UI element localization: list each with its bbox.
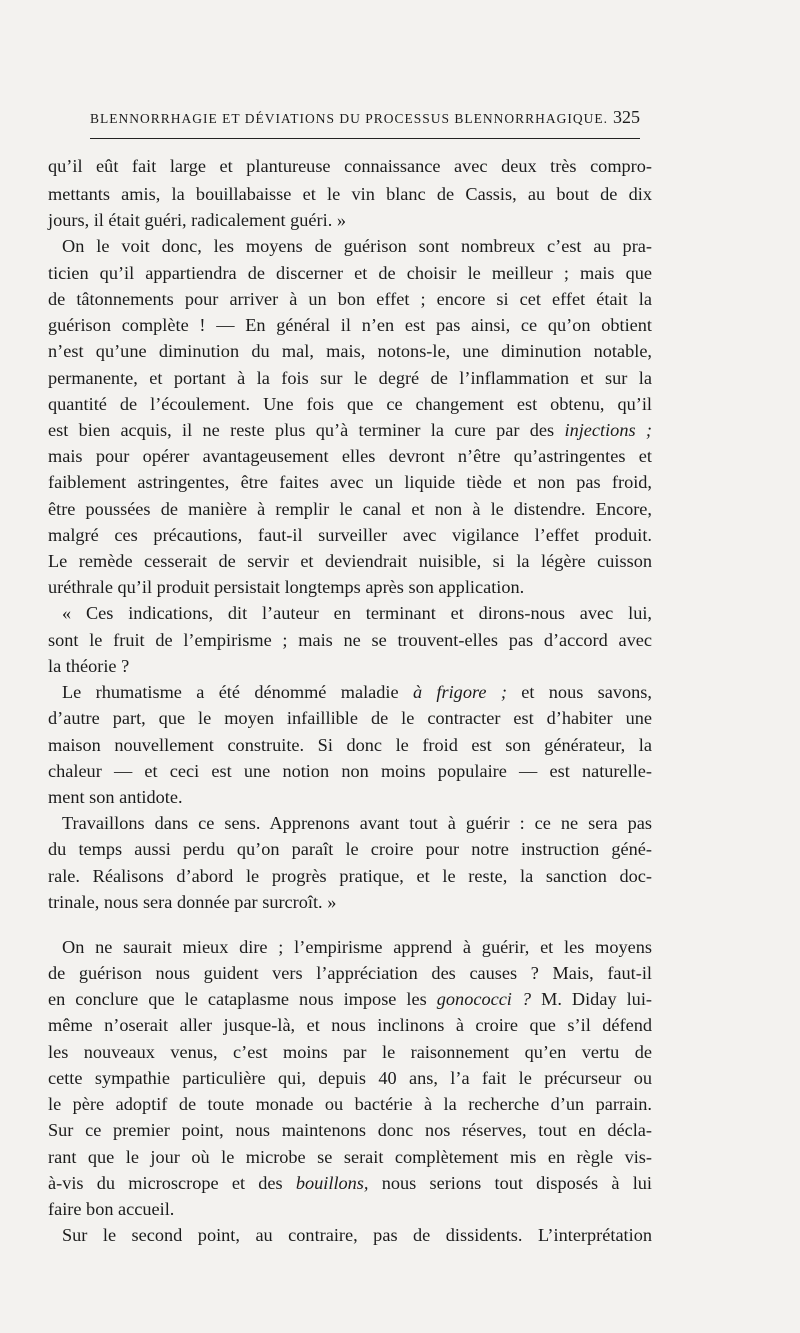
text-line: mettants amis, la bouillabaisse et le vin blanc de Cassis, au bout de dix [48,184,652,204]
text-line: n’est qu’une diminution du mal, mais, notons-le, une diminution notable, [48,341,652,361]
text-line: « Ces indications, dit l’auteur en terminant et dirons-nous avec lui, [62,603,652,623]
text-line: rant que le jour où le microbe se serait complètement mis en règle vis- [48,1147,652,1167]
running-header [90,107,640,128]
text-line: le père adoptif de toute monade ou bactérie à la recherche d’un parrain. [48,1094,652,1114]
text-line: quantité de l’écoulement. Une fois que ce changement est obtenu, qu’il [48,394,652,414]
text-line [48,1171,652,1195]
text-run: M. Diday lui- [531,989,652,1009]
text-line: malgré ces précautions, faut-il surveiller avec vigilance l’effet produit. [48,525,652,545]
text-line: trinale, nous sera donnée par surcroît. » [48,892,337,912]
text-line [62,680,652,704]
italic-term: injections ; [564,420,652,440]
text-line: d’autre part, que le moyen infaillible de le contracter est d’habiter une [48,708,652,728]
text-run: en conclure que le cataplasme nous impose les [48,989,437,1009]
text-line: être poussées de manière à remplir le canal et non à le distendre. Encore, [48,499,652,519]
text-line: de guérison nous guident vers l’appréciation des causes ? Mais, faut-il [48,963,652,983]
text-run: est bien acquis, il ne reste plus qu’à terminer la cure par des [48,420,565,440]
text-line: mais pour opérer avantageusement elles devront n’être qu’astringentes et [48,446,652,466]
text-line: permanente, et portant à la fois sur le degré de l’inflammation et sur la [48,368,652,388]
text-line: ment son antidote. [48,787,183,807]
text-line: Sur ce premier point, nous maintenons donc nos réserves, tout en décla- [48,1120,652,1140]
text-line: Travaillons dans ce sens. Apprenons avant tout à guérir : ce ne sera pas [62,813,652,833]
text-line [48,418,652,442]
text-line: maison nouvellement construite. Si donc le froid est son générateur, la [48,735,652,755]
text-line: les nouveaux venus, c’est moins par le raisonnement qu’en vertu de [48,1042,652,1062]
page-number: 325 [613,107,640,127]
text-line: faire bon accueil. [48,1199,175,1219]
text-line: la théorie ? [48,656,130,676]
text-run: nous serions tout disposés à lui [368,1173,652,1193]
text-line: qu’il eût fait large et plantureuse connaissance avec deux très compro- [48,156,652,176]
italic-term: à frigore ; [412,682,507,702]
text-line: guérison complète ! — En général il n’en est pas ainsi, ce qu’on obtient [48,315,652,335]
text-line: faiblement astringentes, être faites avec un liquide tiède et non pas froid, [48,472,652,492]
text-line: Le remède cesserait de servir et deviendrait nuisible, si la légère cuisson [48,551,652,571]
text-line: cette sympathie particulière qui, depuis 40 ans, l’a fait le précurseur ou [48,1068,652,1088]
text-line: du temps aussi perdu qu’on paraît le croire pour notre instruction géné- [48,839,652,859]
running-title: BLENNORRHAGIE ET DÉVIATIONS DU PROCESSUS BLENNORRHAGIQUE. [90,111,609,126]
header-rule [90,138,640,139]
text-line: On le voit donc, les moyens de guérison sont nombreux c’est au pra- [62,236,652,256]
text-line: rale. Réalisons d’abord le progrès pratique, et le reste, la sanction doc- [48,866,652,886]
text-run: et nous savons, [506,682,652,702]
text-line: de tâtonnements pour arriver à un bon effet ; encore si cet effet était la [48,289,652,309]
text-line: chaleur — et ceci est une notion non moins populaire — est naturelle- [48,761,652,781]
text-line: même n’oserait aller jusque-là, et nous inclinons à croire que s’il défend [48,1015,652,1035]
italic-term: gonococci ? [436,989,532,1009]
text-line: ticien qu’il appartiendra de discerner et de choisir le meilleur ; mais que [48,263,652,283]
text-line: jours, il était guéri, radicalement guéri. » [48,210,346,230]
text-line: Sur le second point, au contraire, pas de dissidents. L’interprétation [62,1225,652,1245]
text-line [48,987,652,1011]
text-line: On ne saurait mieux dire ; l’empirisme apprend à guérir, et les moyens [62,937,652,957]
text-line: uréthrale qu’il produit persistait longtemps après son application. [48,577,525,597]
italic-term: bouillons, [295,1173,369,1193]
text-run: à-vis du microscrope et des [48,1173,296,1193]
text-line: sont le fruit de l’empirisme ; mais ne se trouvent-elles pas d’accord avec [48,630,652,650]
text-run: Le rhumatisme a été dénommé maladie [62,682,413,702]
